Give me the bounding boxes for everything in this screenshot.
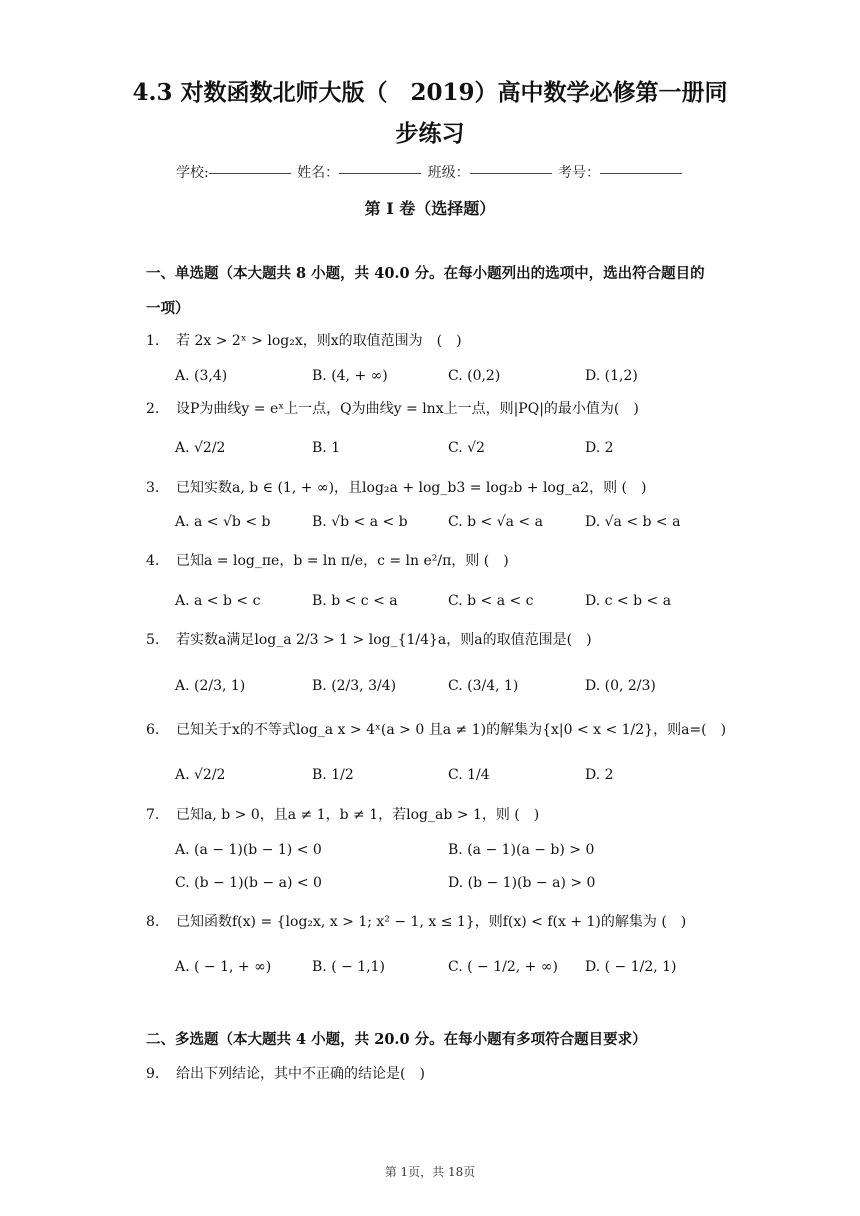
question-number: 9. — [146, 1066, 160, 1082]
question-stem: 设P为曲线y = eˣ上一点，Q为曲线y = lnx上一点，则|PQ|的最小值为( ) — [176, 401, 639, 417]
q6-option-a: A. √2/2 — [175, 767, 226, 783]
section1-heading-line1: 一、单选题（本大题共 8 小题，共 40.0 分。在每小题列出的选项中，选出符合题目的 — [146, 265, 705, 282]
q4-option-d: D. c < b < a — [585, 593, 672, 609]
q5-option-d: D. (0, 2/3) — [585, 678, 656, 694]
document-title-line2: 步练习 — [395, 120, 465, 147]
student-info-line — [0, 162, 860, 182]
q1-option-a: A. (3,4) — [175, 368, 228, 384]
question-number: 5. — [146, 632, 160, 648]
question-stem: 已知a, b > 0，且a ≠ 1，b ≠ 1，若log_ab > 1，则 ( ) — [176, 807, 540, 823]
q1-option-b: B. (4, + ∞) — [312, 368, 388, 384]
q5-option-b: B. (2/3, 3/4) — [312, 678, 397, 694]
q4-option-a: A. a < b < c — [175, 593, 261, 609]
q3-option-a: A. a < √b < b — [175, 514, 271, 530]
name-label: 姓名： — [297, 165, 340, 181]
q8-option-a: A. ( − 1, + ∞) — [175, 959, 272, 975]
section2-heading: 二、多选题（本大题共 4 小题，共 20.0 分。在每小题有多项符合题目要求） — [146, 1031, 647, 1048]
q3-option-b: B. √b < a < b — [312, 514, 408, 530]
question-stem: 若 2x > 2ˣ > log₂x，则x的取值范围为 ( ) — [176, 333, 462, 349]
q5-option-c: C. (3/4, 1) — [448, 678, 519, 694]
question-number: 6. — [146, 722, 160, 738]
question-number: 7. — [146, 807, 160, 823]
q4-option-c: C. b < a < c — [448, 593, 534, 609]
question-number: 8. — [146, 914, 160, 930]
q2-option-b: B. 1 — [312, 440, 341, 456]
question-stem: 已知实数a, b ∈ (1, + ∞)，且log₂a + log_b3 = log₂b + log_a2，则 ( ) — [176, 480, 647, 496]
class-label: 班级： — [427, 165, 470, 181]
q8-option-b: B. ( − 1,1) — [312, 959, 386, 975]
page-footer: 第 1页，共 18页 — [384, 1165, 476, 1179]
q4-option-b: B. b < c < a — [312, 593, 398, 609]
question-number: 4. — [146, 553, 160, 569]
q7-option-c: C. (b − 1)(b − a) < 0 — [175, 875, 322, 891]
q5-option-a: A. (2/3, 1) — [175, 678, 246, 694]
question-number: 2. — [146, 401, 160, 417]
question-stem: 已知关于x的不等式log_a x > 4ˣ(a > 0 且a ≠ 1)的解集为{x|0 < x < 1/2}，则a=( ) — [176, 722, 727, 738]
question-stem: 已知a = log_πe，b = ln π/e，c = ln e²/π，则 ( ) — [176, 553, 509, 569]
q3-option-d: D. √a < b < a — [585, 514, 681, 530]
question-number: 3. — [146, 480, 160, 496]
q6-option-b: B. 1/2 — [312, 767, 354, 783]
q6-option-c: C. 1/4 — [448, 767, 490, 783]
q8-option-d: D. ( − 1/2, 1) — [585, 959, 677, 975]
q2-option-d: D. 2 — [585, 440, 614, 456]
q1-option-d: D. (1,2) — [585, 368, 638, 384]
exam-number-label: 考号： — [558, 165, 601, 181]
class-blank — [470, 173, 552, 174]
q1-option-c: C. (0,2) — [448, 368, 501, 384]
q2-option-c: C. √2 — [448, 440, 485, 456]
school-blank — [209, 173, 291, 174]
document-title-line1: 4.3 对数函数北师大版（ 2019）高中数学必修第一册同 — [132, 79, 728, 106]
question-number: 1. — [146, 333, 160, 349]
q3-option-c: C. b < √a < a — [448, 514, 543, 530]
section1-heading-line2: 一项） — [146, 300, 190, 317]
q7-option-a: A. (a − 1)(b − 1) < 0 — [175, 842, 322, 858]
school-label: 学校: — [175, 165, 209, 181]
q6-option-d: D. 2 — [585, 767, 614, 783]
exam-number-blank — [600, 173, 682, 174]
q7-option-d: D. (b − 1)(b − a) > 0 — [448, 875, 596, 891]
q8-option-c: C. ( − 1/2, + ∞) — [448, 959, 558, 975]
q2-option-a: A. √2/2 — [175, 440, 226, 456]
volume-heading: 第 I 卷（选择题） — [364, 199, 496, 218]
q7-option-b: B. (a − 1)(a − b) > 0 — [448, 842, 595, 858]
name-blank — [339, 173, 421, 174]
question-stem: 若实数a满足log_a 2/3 > 1 > log_{1/4}a，则a的取值范围是( ) — [176, 632, 592, 648]
question-stem: 给出下列结论，其中不正确的结论是( ) — [176, 1066, 425, 1082]
question-stem: 已知函数f(x) = {log₂x, x > 1; x² − 1, x ≤ 1}，则f(x) < f(x + 1)的解集为 ( ) — [176, 914, 687, 930]
